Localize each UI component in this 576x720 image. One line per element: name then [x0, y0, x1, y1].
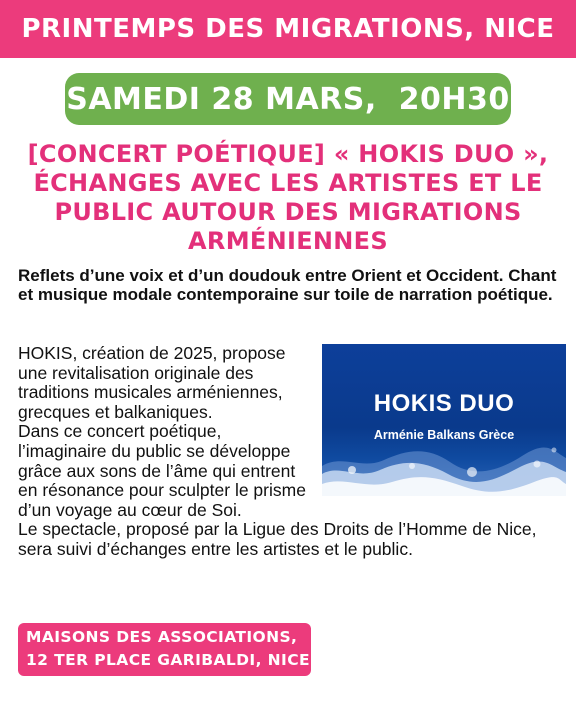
event-date: SAMEDI 28 MARS, 20H30	[66, 81, 510, 117]
header-banner	[0, 0, 576, 58]
poster-subtitle: Arménie Balkans Grèce	[373, 428, 515, 442]
venue-street: 12 TER PLACE GARIBALDI, NICE	[26, 651, 310, 669]
description-paragraph: Dans ce concert poétique, l’imaginaire du public se développe grâce aux sons de l’âme qui entrent en résonance pour sculpter le prisme d’un voyage au cœur de Soi.	[18, 421, 306, 520]
description-paragraph: HOKIS, création de 2025, propose une revitalisation originale des traditions musicales arméniennes, grecques et balkaniques.	[18, 343, 286, 422]
date-badge	[65, 73, 511, 125]
event-tagline: Reflets d’une voix et d’un doudouk entre Orient et Occident. Chant et musique modale contemporaine sur toile de narration poétique.	[18, 266, 557, 304]
event-title-line: [CONCERT POÉTIQUE] « HOKIS DUO »,	[27, 140, 549, 168]
description-paragraph: Le spectacle, proposé par la Ligue des Droits de l’Homme de Nice, sera suivi d’échanges entre les artistes et le public.	[18, 519, 537, 559]
event-title-line: ÉCHANGES AVEC LES ARTISTES ET LE	[33, 169, 543, 197]
poster-image	[322, 344, 566, 496]
venue-name: MAISONS DES ASSOCIATIONS,	[26, 628, 298, 646]
event-title-line: ARMÉNIENNES	[188, 227, 388, 255]
page-title: PRINTEMPS DES MIGRATIONS, NICE	[21, 14, 555, 44]
event-description	[18, 344, 566, 560]
event-title-line: PUBLIC AUTOUR DES MIGRATIONS	[54, 198, 522, 226]
wave-foam-graphic	[322, 436, 566, 496]
poster-title: HOKIS DUO	[373, 390, 515, 417]
venue-address-box	[18, 623, 311, 676]
event-title	[18, 140, 558, 256]
